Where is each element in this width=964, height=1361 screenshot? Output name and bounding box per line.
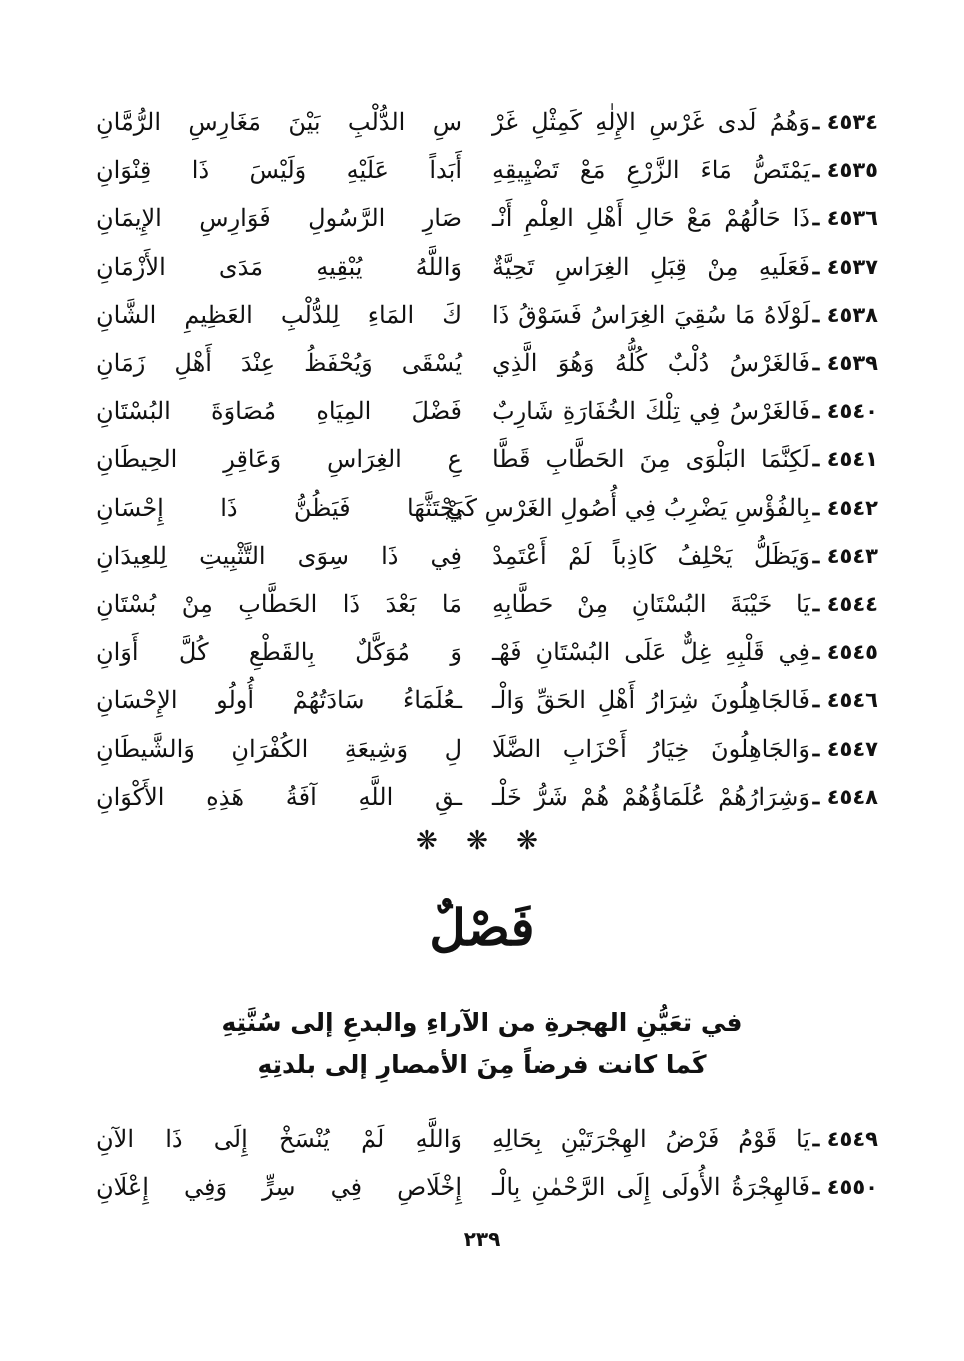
verse-dash: ـ [812,1174,820,1201]
verse-dash: ـ [812,494,820,521]
verse-number: ٤٥٣٦ [826,206,878,231]
verse-line [86,243,878,291]
page-number: ٢٣٩ [463,1227,501,1251]
verse-line [86,146,878,194]
verse-line [86,291,878,339]
verse-line [86,580,878,628]
verse-dash: ـ [812,398,820,425]
verse-dash: ـ [812,109,820,136]
verse-second-hemistich: وَاللَّهِ لَمْ يُنْسَخْ إِلَى ذَا الآنِ [96,1125,462,1154]
verse-first-hemistich: ذَا حَالُهُمْ مَعْ حَالِ أَهْلِ العِلْمِ أَنْـ [492,204,810,233]
verse-number: ٤٥٤٤ [826,591,878,616]
verse-second-hemistich: ـعُلَمَاءُ سَادَتُهُمْ أُولُو الإِحْسَانِ [96,686,462,715]
verse-dash: ـ [812,542,820,569]
verse-number: ٤٥٤٦ [826,688,878,713]
verse-line [86,387,878,435]
verse-line [86,339,878,387]
verse-second-hemistich: عِ الغِرَاسِ وَعَاقِرِ الحِيطَانِ [96,445,462,474]
verse-second-hemistich: فِي ذَا سِوَى التَّثْبِيتِ لِلعِيدَانِ [96,541,462,570]
verse-number: ٤٥٤٣ [826,543,878,568]
verse-dash: ـ [812,590,820,617]
verse-line [86,98,878,146]
verse-number: ٤٥٤٢ [826,495,878,520]
verse-line [86,676,878,724]
verse-line [86,532,878,580]
verse-second-hemistich: ـقِ اللَّهِ آفَةُ هَذِهِ الأَكْوَانِ [96,782,462,811]
verse-line [86,628,878,676]
verse-number: ٤٥٤١ [826,447,878,472]
verse-dash: ـ [812,350,820,377]
section-heading-line-1: في تعَيُّنِ الهجرةِ من الآراءِ والبدعِ إلى سُنَّتِهِ [221,1008,743,1037]
verse-first-hemistich: فَالغَرْسُ دُلْبٌ كُلُّهُ وَهُوَ الَّذِي [492,349,810,378]
verse-second-hemistich: فَضْلَ المِيَاهِ مُصَاوَةَ البُسْتَانِ [96,397,462,426]
verse-second-hemistich: إِخْلَاصِ فِي سِرٍّ وَفِي إِعْلَانِ [96,1173,462,1202]
verse-dash: ـ [812,735,820,762]
verse-number: ٤٥٣٨ [826,302,878,327]
verse-first-hemistich: لَوْلَاهُ مَا سُقِيَ الغِرَاسُ فَسَوْقُ ذَا [492,300,810,329]
verse-first-hemistich: فَالهِجْرَةُ الأُولَى إِلَى الرَّحْمٰنِ بِالْـ [492,1173,810,1202]
verse-dash: ـ [812,639,820,666]
verse-second-hemistich: سِ الدُّلْبِ بَيْنَ مَغَارِسِ الرُّمَّانِ [96,108,462,137]
verse-second-hemistich: وَ مُوَكَّلٌ بِالقَطْعِ كُلَّ أَوَانِ [96,638,462,667]
verse-second-hemistich: صَارِ الرَّسُولِ فَوَارِسِ الإِيمَانِ [96,204,462,233]
verse-second-hemistich: أَبَداً عَلَيْهِ وَلَيْسَ ذَا قِنْوَانِ [96,156,462,185]
verse-dash: ـ [812,687,820,714]
verse-second-hemistich: وَاللَّهُ يُبْقِيهِ مَدَى الأَزْمَانِ [96,252,462,281]
verse-line [86,484,878,532]
verse-first-hemistich: يَا قَوْمُ فَرْضُ الهِجْرَتَيْنِ بِحَالِهِ [492,1125,810,1154]
verse-number: ٤٥٤٨ [826,784,878,809]
verse-dash: ـ [812,783,820,810]
verse-number: ٤٥٤٩ [826,1127,878,1152]
verse-line [86,1163,878,1211]
verse-line [86,1115,878,1163]
verse-number: ٤٥٤٧ [826,736,878,761]
verse-dash: ـ [812,1126,820,1153]
verse-second-hemistich: كَ المَاءِ لِلدُّلْبِ العَظِيمِ الشَّانِ [96,300,462,329]
verse-line [86,435,878,483]
verse-first-hemistich: لَكِنَّمَا البَلْوَى مِنَ الحَطَّابِ قَطَّا [492,445,810,474]
verse-first-hemistich: فِي قَلْبِهِ غِلٌّ عَلَى البُسْتَانِ فَهْـ [492,638,810,667]
verse-line [86,194,878,242]
verse-first-hemistich: وَيَظَلُّ يَحْلِفُ كَاذِباً لَمْ أَعْتَمِدْ [492,541,810,570]
verse-first-hemistich: وَالجَاهِلُونَ خِيَارُ أَحْزَابِ الضَّلَا [492,734,810,763]
verse-number: ٤٥٣٧ [826,254,878,279]
verse-number: ٤٥٤٥ [826,640,878,665]
verse-second-hemistich: لِ وَشِيعَةِ الكُفْرَانِ وَالشَّيطَانِ [96,734,462,763]
section-separator: ❋ ❋ ❋ [416,826,548,856]
verse-line [86,773,878,821]
section-heading-line-2: كَما كانت فرضاً مِنَ الأمصارِ إلى بلدتِهِ [257,1050,707,1079]
verse-second-hemistich: مَا بَعْدَ ذَا الحَطَّابِ مِنْ بُسْتَانِ [96,589,462,618]
verse-first-hemistich: يَا خَيْبَةَ البُسْتَانِ مِنْ حَطَّابِهِ [492,589,810,618]
section-title: فَصْلٌ [429,898,535,957]
verses-bottom [86,1115,878,1211]
verse-dash: ـ [812,301,820,328]
verse-number: ٤٥٣٤ [826,110,878,135]
verse-dash: ـ [812,157,820,184]
verse-second-hemistich: يَجْتَثَّهَا فَيَظُنُّ ذَا إِحْسَانِ [96,493,462,522]
verse-dash: ـ [812,446,820,473]
verse-line [86,724,878,772]
verse-first-hemistich: وَهُمُ لَدى غَرْسِ الإِلٰهِ كَمِثْلِ غَرْ [492,108,810,137]
verse-first-hemistich: يَمْتَصُّ مَاءَ الزَّرْعِ مَعْ تَضْيِيقِهِ [492,156,810,185]
verse-first-hemistich: فَالغَرْسُ فِي تِلْكَ الخُفَارَةِ شَارِبٌ [492,397,810,426]
verse-number: ٤٥٤٠ [826,399,878,424]
verse-first-hemistich: فَعَلَيهِ مِنْ قِبَلِ الغِرَاسِ تَحِيَّةٌ [492,252,810,281]
verses-top [86,98,878,821]
verse-first-hemistich: وَشِرَارُهُمْ عُلَمَاؤُهُمْ هُمْ شَرُّ خَلْـ [492,782,810,811]
verse-number: ٤٥٣٩ [826,351,878,376]
verse-dash: ـ [812,205,820,232]
verse-first-hemistich: بِالفُؤْسِ يَضْرِبُ فِي أُصُولِ الغَرْسِ كَيْ [445,493,810,522]
verse-dash: ـ [812,253,820,280]
verse-second-hemistich: يُسْقَى وَيُحْفَظُ عِنْدَ أَهْلِ زَمَانِ [96,349,462,378]
verse-number: ٤٥٥٠ [826,1175,878,1200]
verse-number: ٤٥٣٥ [826,158,878,183]
verse-first-hemistich: فَالجَاهِلُونَ شِرَارُ أَهْلِ الحَقِّ وَالْـ [492,686,810,715]
